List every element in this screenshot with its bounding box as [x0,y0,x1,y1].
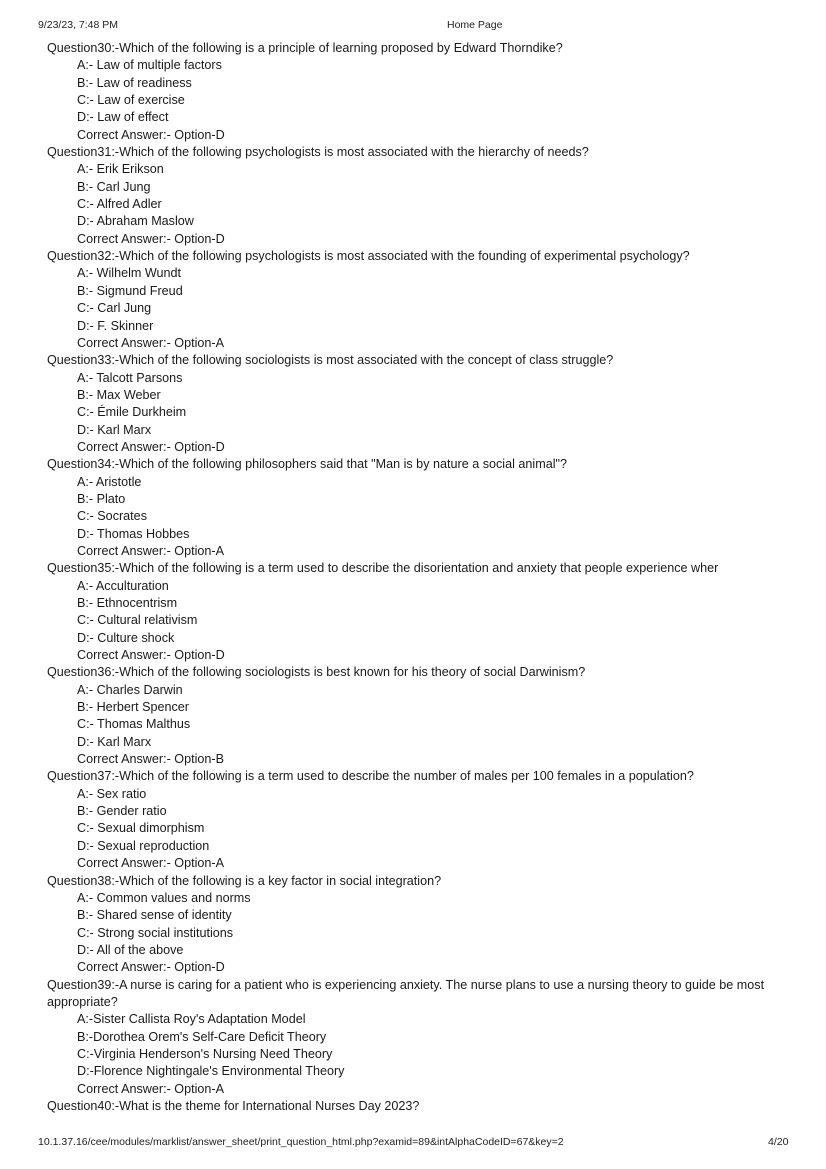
correct-answer: Correct Answer:- Option-D [77,127,225,142]
question-block [47,560,826,664]
option-b: B:- Ethnocentrism [77,596,178,610]
question-text: Question39:-A nurse is caring for a patient who is experiencing anxiety. The nurse plans to use a nursing theory to guide be most appropriate? [47,977,765,1009]
option-b: B:- Sigmund Freud [77,283,183,298]
question-text: Question36:-Which of the following sociologists is best known for his theory of social Darwinism? [47,665,586,680]
question-block [47,1098,826,1115]
option-c: C:- Thomas Malthus [77,717,191,732]
option-b: B:- Max Weber [77,387,161,402]
question-text: Question34:-Which of the following philosophers said that "Man is by nature a social animal"? [47,457,567,472]
option-a: A:- Aristotle [77,474,142,489]
option-d: D:- Karl Marx [77,734,152,749]
question-block [47,248,826,352]
question-block [47,40,826,144]
question-block [47,456,826,560]
option-c: C:- Law of exercise [77,93,185,108]
question-text: Question35:-Which of the following is a term used to describe the disorientation and anxiety that people experience wher [47,561,719,576]
question-block [47,873,826,977]
correct-answer: Correct Answer:- Option-B [77,752,224,767]
option-c: C:- Socrates [77,509,147,524]
option-d: D:- Abraham Maslow [77,214,194,229]
print-datetime: 9/23/23, 7:48 PM [38,19,118,31]
question-block [47,144,826,248]
option-b: B:- Plato [77,491,126,506]
option-d: D:- Law of effect [77,110,169,125]
option-b: B:- Gender ratio [77,804,167,819]
question-block [47,352,826,456]
question-text: Question37:-Which of the following is a term used to describe the number of males per 100 females in a population? [47,769,694,784]
option-c: C:- Émile Durkheim [77,405,187,420]
question-text: Question31:-Which of the following psychologists is most associated with the hierarchy of needs? [47,145,589,160]
option-d: D:-Florence Nightingale's Environmental Theory [77,1064,345,1079]
option-a: A:- Charles Darwin [77,682,183,697]
correct-answer: Correct Answer:- Option-A [77,335,224,350]
option-a: A:- Erik Erikson [77,162,164,177]
option-a: A:- Wilhelm Wundt [77,266,182,281]
option-c: C:-Virginia Henderson's Nursing Need Theory [77,1046,333,1061]
correct-answer: Correct Answer:- Option-A [77,543,224,558]
option-c: C:- Sexual dimorphism [77,821,205,836]
option-b: B:- Carl Jung [77,179,151,194]
question-text: Question33:-Which of the following sociologists is most associated with the concept of class struggle? [47,353,614,368]
question-list [47,40,826,1115]
page-number: 4/20 [768,1136,789,1148]
option-a: A:-Sister Callista Roy's Adaptation Model [77,1012,306,1027]
option-b: B:- Shared sense of identity [77,908,232,923]
option-a: A:- Talcott Parsons [77,370,183,385]
question-block [47,664,826,768]
option-a: A:- Common values and norms [77,890,251,905]
option-d: D:- Thomas Hobbes [77,526,190,541]
option-c: C:- Alfred Adler [77,197,162,212]
option-b: B:-Dorothea Orem's Self-Care Deficit Theory [77,1029,327,1044]
option-d: D:- Culture shock [77,630,175,645]
correct-answer: Correct Answer:- Option-D [77,439,225,454]
page-title: Home Page [447,19,503,31]
page-url: 10.1.37.16/cee/modules/marklist/answer_sheet/print_question_html.php?examid=89&intAlphaCodeID=67&key=2 [38,1136,564,1148]
question-text: Question32:-Which of the following psychologists is most associated with the founding of experimental psychology? [47,249,690,264]
option-d: D:- Karl Marx [77,422,152,437]
correct-answer: Correct Answer:- Option-D [77,231,225,246]
option-b: B:- Herbert Spencer [77,700,189,715]
question-block [47,768,826,872]
question-text: Question40:-What is the theme for International Nurses Day 2023? [47,1098,420,1113]
option-d: D:- Sexual reproduction [77,838,210,853]
correct-answer: Correct Answer:- Option-D [77,960,225,975]
question-block [47,977,826,1098]
correct-answer: Correct Answer:- Option-A [77,1081,224,1096]
option-d: D:- F. Skinner [77,318,154,333]
option-b: B:- Law of readiness [77,75,192,90]
option-a: A:- Acculturation [77,578,169,593]
option-a: A:- Law of multiple factors [77,58,222,73]
option-c: C:- Strong social institutions [77,925,234,940]
correct-answer: Correct Answer:- Option-D [77,648,225,663]
question-text: Question38:-Which of the following is a key factor in social integration? [47,873,442,888]
correct-answer: Correct Answer:- Option-A [77,856,224,871]
option-c: C:- Cultural relativism [77,613,198,628]
option-a: A:- Sex ratio [77,786,147,801]
question-text: Question30:-Which of the following is a principle of learning proposed by Edward Thorndike? [47,41,563,55]
option-d: D:- All of the above [77,942,184,957]
option-c: C:- Carl Jung [77,301,152,316]
